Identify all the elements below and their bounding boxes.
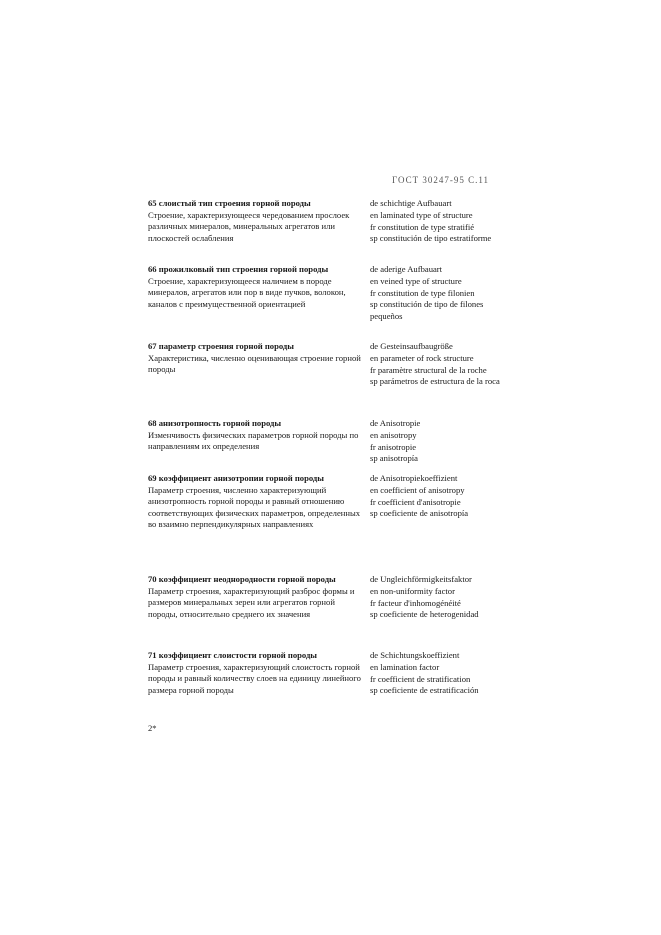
entry-65-translations xyxy=(370,198,506,245)
entry-65-russian xyxy=(148,198,366,244)
entry-66-term: прожилковый тип строения горной породы xyxy=(158,264,329,274)
entry-71-russian xyxy=(148,650,366,696)
entry-69-term: коэффициент анизотропии горной породы xyxy=(158,473,324,483)
entry-67-en: en parameter of rock structure xyxy=(370,352,474,363)
entry-70-en: en non-uniformity factor xyxy=(370,585,455,596)
entry-68-definition: Изменчивость физических параметров горной породы по направлениям их определения xyxy=(148,429,359,452)
entry-71-definition: Параметр строения, характеризующий слоистость горной породы и равный количеству слоев на единицу линейного размера горной породы xyxy=(148,661,361,695)
entry-71-number: 71 xyxy=(148,650,157,660)
entry-68-number: 68 xyxy=(148,418,157,428)
entry-65-en: en laminated type of structure xyxy=(370,209,473,220)
entry-70-fr: fr facteur d'inhomogénéité xyxy=(370,597,461,608)
entry-71-term: коэффициент слоистости горной породы xyxy=(158,650,318,660)
entry-67-term: параметр строения горной породы xyxy=(158,341,294,351)
entry-66-fr: fr constitution de type filonien xyxy=(370,287,475,298)
entry-67-number: 67 xyxy=(148,341,157,351)
entry-71-fr: fr coefficient de stratification xyxy=(370,673,471,684)
entry-65-definition: Строение, характеризующееся чередованием прослоек различных минералов, минеральных агрегатов или плоскостей ослабления xyxy=(148,209,350,243)
entry-66-en: en veined type of structure xyxy=(370,275,462,286)
entry-71-de: de Schichtungskoeffizient xyxy=(370,650,460,660)
entry-66-definition: Строение, характеризующееся наличием в породе минералов, агрегатов или пор в виде пучков, волокон, каналов с преимущественной ориентацией xyxy=(148,275,346,309)
entry-66-sp: sp constitución de tipo de filones pequeños xyxy=(370,299,484,322)
entry-68-term: анизотропность горной породы xyxy=(158,418,282,428)
entry-66-de: de aderige Aufbauart xyxy=(370,264,443,274)
entry-69-translations xyxy=(370,473,506,520)
entry-66-number: 66 xyxy=(148,264,157,274)
entry-69-de: de Anisotropiekoeffizient xyxy=(370,473,458,483)
entry-67-sp: sp parámetros de estructura de la roca xyxy=(370,376,500,387)
entry-70-de: de Ungleichförmigkeitsfaktor xyxy=(370,574,472,584)
entry-67-definition: Характеристика, численно оценивающая строение горной породы xyxy=(148,352,361,375)
entry-71-translations xyxy=(370,650,506,697)
entry-69-russian xyxy=(148,473,366,531)
entry-68-translations xyxy=(370,418,506,465)
entry-67-russian xyxy=(148,341,366,376)
entry-65-fr: fr constitution de type stratifié xyxy=(370,221,475,232)
entry-66-translations xyxy=(370,264,506,323)
entry-69-number: 69 xyxy=(148,473,157,483)
entry-69-definition: Параметр строения, численно характеризующий анизотропность горной породы и равный отношению соответствующих физических параметров, определенных во взаимно перпендикулярных направлениях xyxy=(148,484,361,530)
entry-67-fr: fr paramètre structural de la roche xyxy=(370,364,487,375)
entry-68-fr: fr anisotropie xyxy=(370,441,417,452)
entry-66-russian xyxy=(148,264,366,310)
page-mark: 2* xyxy=(148,723,157,733)
entry-68-de: de Anisotropie xyxy=(370,418,421,428)
entry-70-russian xyxy=(148,574,366,620)
entry-70-definition: Параметр строения, характеризующий разброс формы и размеров минеральных зерен или агрегатов горной породы, относительно среднего их значения xyxy=(148,585,355,619)
entry-65-de: de schichtige Aufbauart xyxy=(370,198,452,208)
entry-65-sp: sp constitución de tipo estratiforme xyxy=(370,233,492,244)
header-code: ГОСТ 30247-95 С.11 xyxy=(392,175,490,185)
entry-69-en: en coefficient of anisotropy xyxy=(370,484,465,495)
entry-68-sp: sp anisotropía xyxy=(370,453,418,464)
entry-71-en: en lamination factor xyxy=(370,661,440,672)
entry-70-term: коэффициент неоднородности горной породы xyxy=(158,574,336,584)
entry-71-sp: sp coeficiente de estratificación xyxy=(370,685,479,696)
entry-69-sp: sp coeficiente de anisotropía xyxy=(370,508,469,519)
entry-69-fr: fr coefficient d'anisotropie xyxy=(370,496,461,507)
entry-70-number: 70 xyxy=(148,574,157,584)
entry-70-translations xyxy=(370,574,506,621)
entry-67-translations xyxy=(370,341,506,388)
entry-65-number: 65 xyxy=(148,198,157,208)
entry-70-sp: sp coeficiente de heterogenidad xyxy=(370,609,479,620)
entry-67-de: de Gesteinsaufbaugröße xyxy=(370,341,453,351)
entry-65-term: слоистый тип строения горной породы xyxy=(158,198,311,208)
entry-68-russian xyxy=(148,418,366,453)
entry-68-en: en anisotropy xyxy=(370,429,417,440)
